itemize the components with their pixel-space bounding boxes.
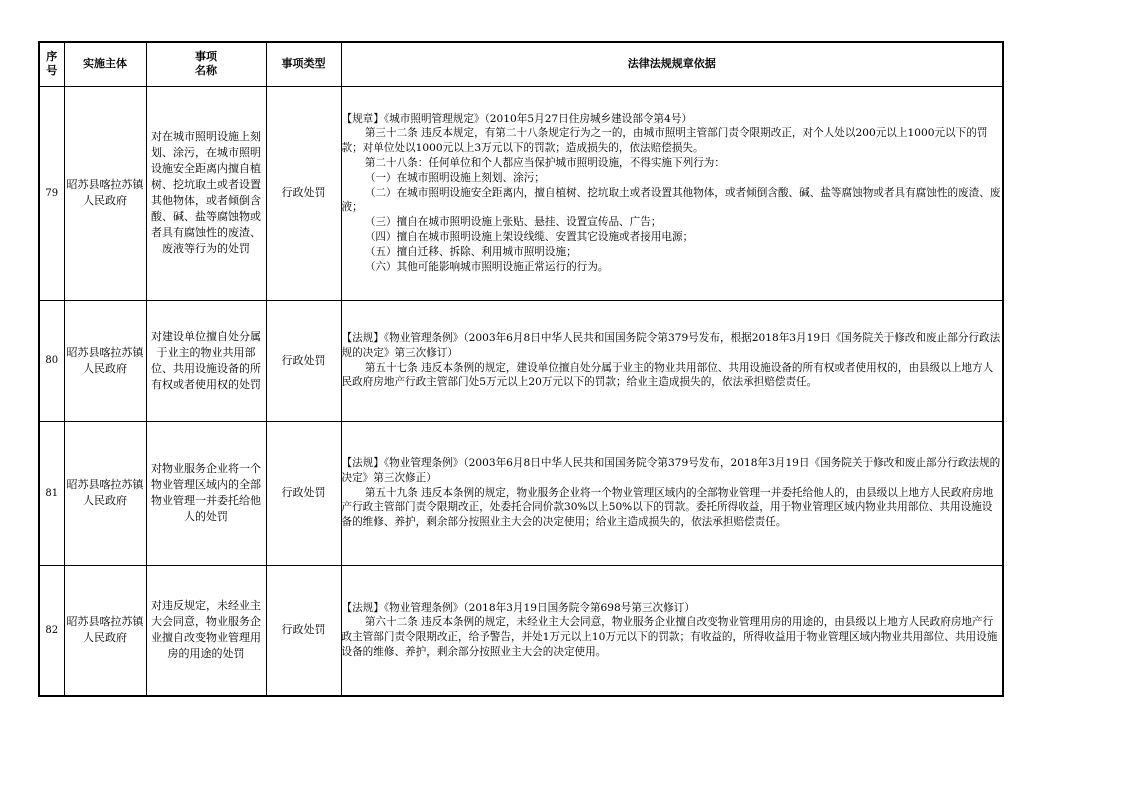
row-item-type: 行政处罚 — [266, 565, 341, 696]
row-entity: 昭苏县喀拉苏镇人民政府 — [64, 300, 146, 421]
basis-paragraph: 第五十九条 违反本条例的规定，物业服务企业将一个物业管理区域内的全部物业管理一并委托给他人的，由县级以上地方人民政府房地产行政主管部门责令限期改正，处委托合同价款30%以上50%以下的罚款。委托所得收益，用于物业管理区域内物业共用部位、共用设施设备的维修、养护，剩余部分按照业主大会的决定使用；给业主造成损失的，依法承担赔偿责任。 — [341, 486, 994, 529]
header-seq — [39, 42, 64, 86]
row-item-name: 对物业服务企业将一个物业管理区域内的全部物业管理一并委托给他人的处罚 — [146, 421, 266, 565]
row-entity: 昭苏县喀拉苏镇人民政府 — [64, 421, 146, 565]
row-legal-basis — [341, 421, 1003, 565]
row-entity: 昭苏县喀拉苏镇人民政府 — [64, 86, 146, 300]
row-legal-basis — [341, 86, 1003, 300]
row-item-name: 对在城市照明设施上刻划、涂污，在城市照明设施安全距离内擅自植树、挖坑取土或者设置其他物体，或者倾倒含酸、碱、盐等腐蚀物或者具有腐蚀性的废渣、废液等行为的处罚 — [146, 86, 266, 300]
basis-paragraph: 第五十七条 违反本条例的规定，建设单位擅自处分属于业主的物业共用部位、共用设施设备的所有权或者使用权的，由县级以上地方人民政府房地产行政主管部门处5万元以上20万元以下的罚款；给业主造成损失的，依法承担赔偿责任。 — [341, 361, 994, 389]
basis-source: 【规章】《城市照明管理规定》（2010年5月27日住房城乡建设部令第4号） — [341, 112, 693, 125]
row-number: 81 — [39, 421, 64, 565]
row-number: 82 — [39, 565, 64, 696]
header-item-line2: 名称 — [195, 64, 217, 78]
basis-paragraph: （五）擅自迁移、拆除、利用城市照明设施； — [364, 245, 577, 258]
row-number: 79 — [39, 86, 64, 300]
header-basis: 法律法规规章依据 — [341, 42, 1003, 86]
header-seq-top: 序 — [46, 50, 58, 64]
header-item-line1: 事项 — [195, 50, 217, 64]
basis-source: 【法规】《物业管理条例》（2003年6月8日中华人民共和国国务院令第379号发布，根据2018年3月19日《国务院关于修改和废止部分行政法规的决定》第三次修订） — [341, 331, 1001, 359]
basis-paragraph: （六）其他可能影响城市照明设施正常运行的行为。 — [364, 260, 609, 273]
table-row — [39, 421, 1003, 565]
basis-paragraph: （一）在城市照明设施上刻划、涂污； — [364, 171, 545, 184]
basis-source: 【法规】《物业管理条例》（2018年3月19日国务院令第698号第三次修订） — [341, 601, 695, 614]
table-row — [39, 300, 1003, 421]
row-legal-basis — [341, 300, 1003, 421]
regulation-table — [38, 41, 1004, 697]
row-item-type: 行政处罚 — [266, 421, 341, 565]
basis-paragraph: （三）擅自在城市照明设施上张贴、悬挂、设置宣传品、广告； — [364, 216, 662, 229]
row-legal-basis — [341, 565, 1003, 696]
basis-paragraph: 第二十八条：任何单位和个人都应当保护城市照明设施，不得实施下列行为： — [364, 157, 725, 169]
row-item-type: 行政处罚 — [266, 300, 341, 421]
basis-paragraph: 第三十二条 违反本规定，有第二十八条规定行为之一的，由城市照明主管部门责令限期改正，对个人处以200元以上1000元以下的罚款；对单位处以1000元以上3万元以下的罚款；造成损失的，依法赔偿损失。 — [341, 127, 988, 155]
table-row — [39, 565, 1003, 696]
row-entity: 昭苏县喀拉苏镇人民政府 — [64, 565, 146, 696]
basis-source: 【法规】《物业管理条例》（2003年6月8日中华人民共和国国务院令第379号发布，2018年3月19日《国务院关于修改和废止部分行政法规的决定》第三次修正） — [341, 457, 1001, 484]
header-entity: 实施主体 — [64, 42, 146, 86]
basis-paragraph: （二）在城市照明设施安全距离内，擅自植树、挖坑取土或者设置其他物体，或者倾倒含酸、碱、盐等腐蚀物或者具有腐蚀性的废渣、废液； — [341, 186, 1001, 214]
table-header-row — [39, 42, 1003, 86]
row-item-name: 对建设单位擅自处分属于业主的物业共用部位、共用设施设备的所有权或者使用权的处罚 — [146, 300, 266, 421]
row-number: 80 — [39, 300, 64, 421]
basis-paragraph: 第六十二条 违反本条例的规定，未经业主大会同意，物业服务企业擅自改变物业管理用房的用途的，由县级以上地方人民政府房地产行政主管部门责令限期改正，给予警告，并处1万元以上10万元以下的罚款；有收益的，所得收益用于物业管理区域内物业共用部位、共用设施设备的维修、养护，剩余部分按照业主大会的决定使用。 — [341, 616, 998, 659]
row-item-type: 行政处罚 — [266, 86, 341, 300]
table-row — [39, 86, 1003, 300]
basis-paragraph: （四）擅自在城市照明设施上架设线缆、安置其它设施或者接用电源； — [364, 230, 694, 243]
row-item-name: 对违反规定，未经业主大会同意，物业服务企业擅自改变物业管理用房的用途的处罚 — [146, 565, 266, 696]
header-item — [146, 42, 266, 86]
header-seq-bottom: 号 — [46, 64, 58, 78]
header-type: 事项类型 — [266, 42, 341, 86]
